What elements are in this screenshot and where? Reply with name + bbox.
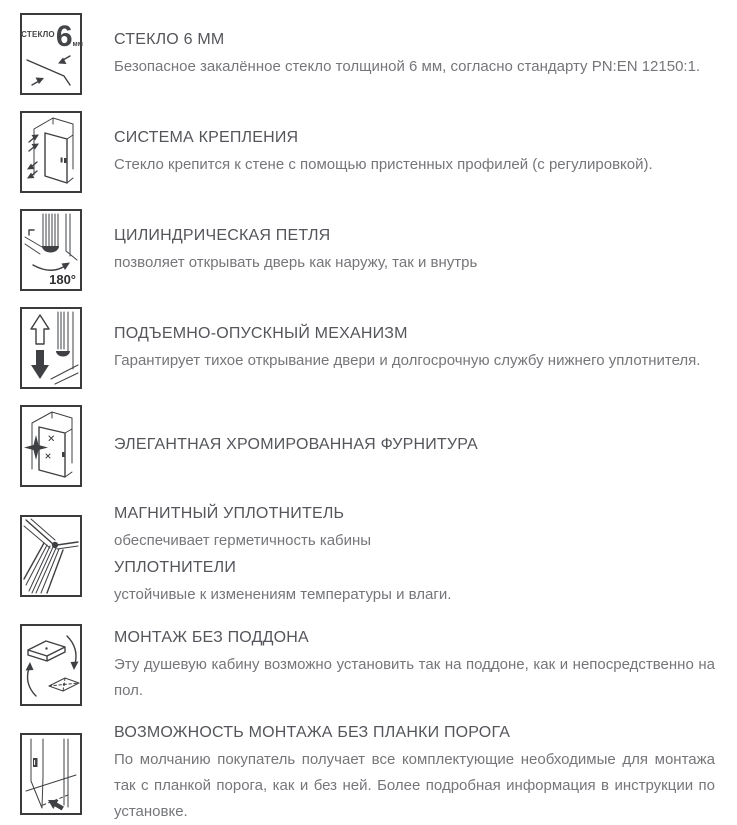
feature-description: Гарантирует тихое открывание двери и долгосрочную службу нижнего уплотнителя. (114, 351, 701, 369)
hinge-angle-label: 180° (49, 272, 76, 287)
wall-mount-drawing (22, 113, 80, 191)
feature-title: ПОДЪЕМНО-ОПУСКНЫЙ МЕХАНИЗМ (114, 324, 408, 342)
magnetic-seal-icon (20, 515, 82, 597)
feature-row-seals (20, 503, 723, 608)
cylindrical-hinge-icon (20, 209, 82, 291)
no-tray-drawing (22, 626, 80, 704)
chrome-hardware-icon (20, 405, 82, 487)
glass-thickness-value: 6 (55, 19, 73, 53)
no-threshold-drawing (22, 735, 80, 813)
feature-description: обеспечивает герметичность кабины (114, 532, 372, 549)
chrome-hardware-drawing (22, 407, 80, 485)
feature-title: СИСТЕМА КРЕПЛЕНИЯ (114, 128, 299, 146)
feature-title: СТЕКЛО 6 ММ (114, 30, 225, 48)
magnetic-seal-drawing (22, 517, 80, 595)
no-tray-install-icon (20, 624, 82, 706)
feature-title: ЦИЛИНДРИЧЕСКАЯ ПЕТЛЯ (114, 226, 331, 244)
feature-title: ЭЛЕГАНТНАЯ ХРОМИРОВАННАЯ ФУРНИТУРА (114, 435, 478, 453)
feature-row-lift-mechanism (20, 307, 723, 389)
feature-row-cylindrical-hinge (20, 209, 723, 291)
feature-row-mounting-system (20, 111, 723, 193)
feature-title: ВОЗМОЖНОСТЬ МОНТАЖА БЕЗ ПЛАНКИ ПОРОГА (114, 724, 511, 741)
feature-description: Эту душевую кабину возможно установить так на поддоне, как и непосредственно на пол. (114, 655, 715, 699)
wall-mount-icon (20, 111, 82, 193)
glass-6mm-icon-label (21, 18, 83, 53)
glass-label: СТЕКЛО (21, 29, 55, 39)
no-threshold-strip-icon (20, 733, 82, 815)
feature-subtitle: УПЛОТНИТЕЛИ (114, 559, 237, 576)
broken-glass-drawing (23, 51, 79, 91)
feature-subdescription: устойчивые к изменениям температуры и влаги. (114, 586, 452, 603)
feature-description: позволяет открывать дверь как наружу, так и внутрь (114, 253, 478, 271)
lift-lower-mechanism-icon (20, 307, 82, 389)
feature-title: МАГНИТНЫЙ УПЛОТНИТЕЛЬ (114, 505, 345, 522)
feature-row-no-threshold (20, 722, 723, 825)
feature-row-glass-6mm (20, 13, 723, 95)
feature-description: По молчанию покупатель получает все комплектующие необходимые для монтажа так с планкой порога, как и без ней. Более подробная информация в инструкции по установке. (114, 751, 715, 820)
lift-mechanism-drawing (22, 309, 80, 387)
feature-row-no-tray (20, 624, 723, 706)
feature-title: МОНТАЖ БЕЗ ПОДДОНА (114, 628, 309, 646)
feature-description: Стекло крепится к стене с помощью пристенных профилей (с регулировкой). (114, 155, 653, 173)
glass-thickness-unit: мм (72, 40, 83, 48)
feature-row-chrome-hardware (20, 405, 723, 487)
glass-6mm-icon (20, 13, 82, 95)
feature-description: Безопасное закалённое стекло толщиной 6 мм, согласно стандарту PN:EN 12150:1. (114, 57, 701, 75)
